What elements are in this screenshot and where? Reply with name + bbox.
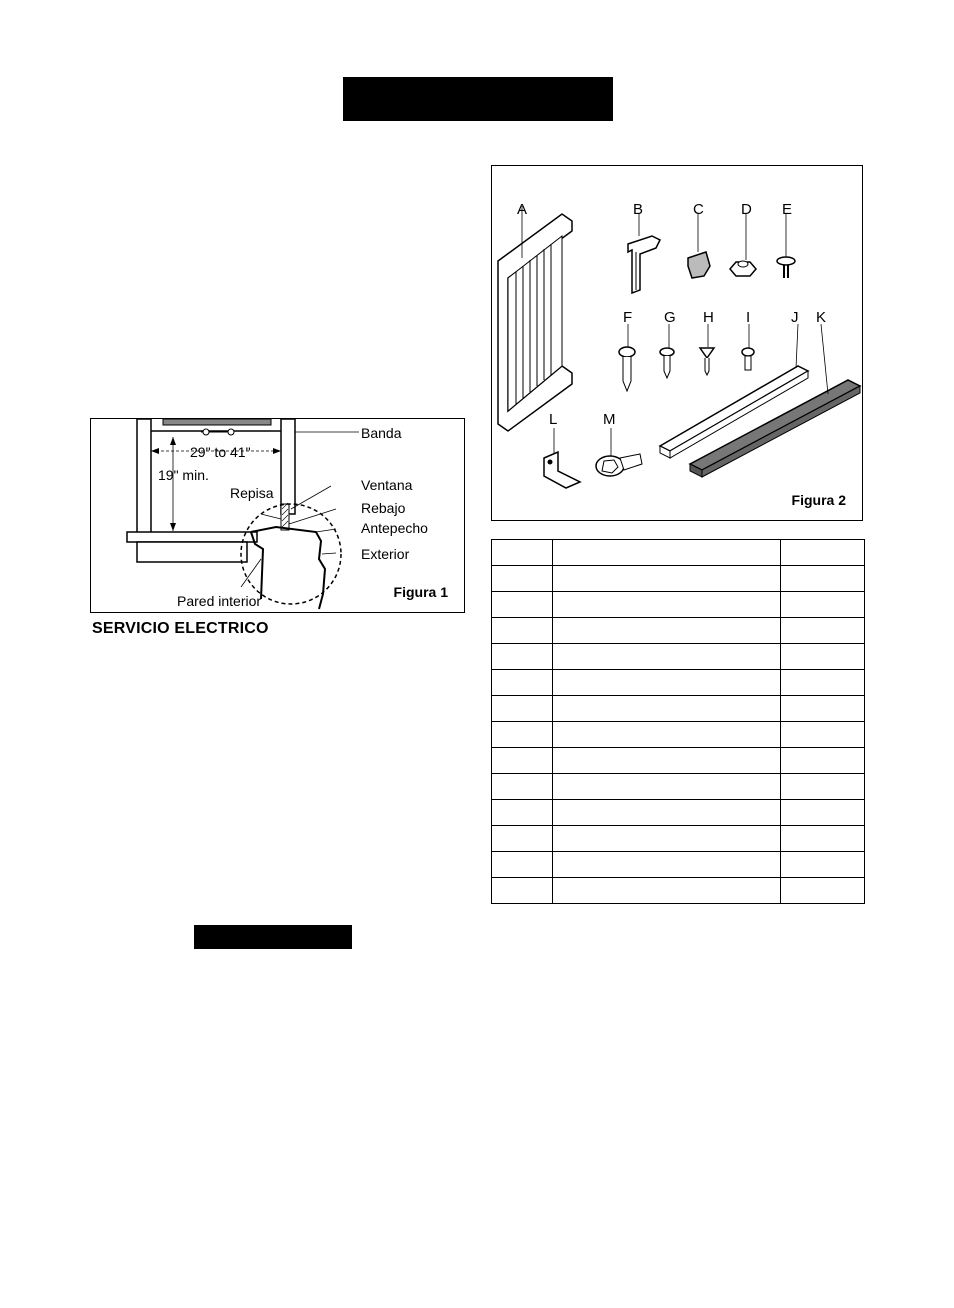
- table-row: [492, 722, 865, 748]
- warning-bar: [194, 925, 352, 949]
- table-cell: [553, 644, 781, 670]
- parts-table-body: [492, 540, 865, 904]
- table-cell: [492, 670, 553, 696]
- table-cell: [553, 540, 781, 566]
- table-cell: [492, 774, 553, 800]
- table-cell: [492, 566, 553, 592]
- parts-illustration: [492, 166, 864, 522]
- callout-repisa: Repisa: [230, 485, 274, 501]
- table-row: [492, 826, 865, 852]
- table-row: [492, 644, 865, 670]
- table-cell: [492, 722, 553, 748]
- table-cell: [492, 748, 553, 774]
- callout-width-range: 29" to 41": [190, 444, 251, 460]
- part-letter-i: I: [746, 309, 751, 326]
- table-cell: [492, 618, 553, 644]
- table-cell: [553, 878, 781, 904]
- table-row: [492, 670, 865, 696]
- part-d-nut: [730, 214, 756, 276]
- table-cell: [781, 540, 865, 566]
- table-cell: [781, 878, 865, 904]
- part-a-side-panel: [498, 206, 572, 431]
- part-letter-c: C: [693, 201, 704, 218]
- table-cell: [553, 748, 781, 774]
- part-letter-g: G: [664, 309, 676, 326]
- table-cell: [492, 644, 553, 670]
- table-cell: [781, 670, 865, 696]
- table-row: [492, 696, 865, 722]
- table-cell: [553, 774, 781, 800]
- table-cell: [492, 878, 553, 904]
- table-cell: [492, 592, 553, 618]
- table-cell: [781, 592, 865, 618]
- part-g-screw: [660, 324, 674, 378]
- table-row: [492, 774, 865, 800]
- part-e-screw: [777, 214, 795, 278]
- table-cell: [553, 696, 781, 722]
- table-cell: [553, 722, 781, 748]
- table-cell: [492, 696, 553, 722]
- table-cell: [781, 566, 865, 592]
- table-cell: [781, 618, 865, 644]
- table-row: [492, 540, 865, 566]
- callout-antepecho: Antepecho: [361, 520, 428, 536]
- part-letter-l: L: [549, 411, 558, 428]
- table-cell: [553, 618, 781, 644]
- part-k-foam-strip: [690, 324, 860, 477]
- callout-min-height: 19" min.: [158, 467, 209, 483]
- table-cell: [781, 852, 865, 878]
- table-cell: [781, 774, 865, 800]
- part-letter-a: A: [517, 201, 528, 218]
- callout-rebajo: Rebajo: [361, 500, 406, 516]
- part-m-screw-washer: [596, 428, 642, 476]
- table-cell: [553, 852, 781, 878]
- table-row: [492, 852, 865, 878]
- figure-2-parts-diagram: [491, 165, 863, 521]
- table-row: [492, 800, 865, 826]
- table-row: [492, 878, 865, 904]
- title-bar: [343, 77, 613, 121]
- part-letter-k: K: [816, 309, 827, 326]
- table-cell: [553, 592, 781, 618]
- part-letter-d: D: [741, 201, 752, 218]
- table-cell: [492, 826, 553, 852]
- part-c-clip: [688, 214, 710, 278]
- table-row: [492, 618, 865, 644]
- table-cell: [781, 800, 865, 826]
- callout-ventana: Ventana: [361, 477, 413, 493]
- figure-1-window-diagram: [90, 418, 465, 613]
- table-cell: [553, 566, 781, 592]
- table-cell: [553, 826, 781, 852]
- table-cell: [492, 540, 553, 566]
- table-cell: [492, 852, 553, 878]
- part-i-screw: [742, 324, 754, 370]
- callout-pared-interior: Pared interior: [177, 593, 262, 609]
- table-cell: [781, 826, 865, 852]
- table-cell: [781, 696, 865, 722]
- part-letter-j: J: [791, 309, 799, 326]
- part-l-angle-bracket: [544, 428, 580, 488]
- part-j-strip: [660, 324, 808, 458]
- part-letter-m: M: [603, 411, 616, 428]
- part-letter-h: H: [703, 309, 714, 326]
- part-letter-b: B: [633, 201, 644, 218]
- callout-exterior: Exterior: [361, 546, 410, 562]
- table-cell: [781, 644, 865, 670]
- part-b-bracket: [628, 214, 660, 293]
- figure-1-label: Figura 1: [393, 584, 448, 600]
- parts-table: [491, 539, 865, 904]
- table-row: [492, 592, 865, 618]
- table-row: [492, 566, 865, 592]
- table-cell: [553, 670, 781, 696]
- table-cell: [492, 800, 553, 826]
- part-letter-e: E: [782, 201, 793, 218]
- table-cell: [781, 722, 865, 748]
- section-heading: SERVICIO ELECTRICO: [92, 620, 269, 637]
- part-letter-f: F: [623, 309, 633, 326]
- table-cell: [553, 800, 781, 826]
- callout-banda: Banda: [361, 425, 402, 441]
- figure-2-label: Figura 2: [791, 492, 846, 508]
- table-cell: [781, 748, 865, 774]
- part-f-screw: [619, 324, 635, 391]
- part-h-screw: [700, 324, 714, 375]
- table-row: [492, 748, 865, 774]
